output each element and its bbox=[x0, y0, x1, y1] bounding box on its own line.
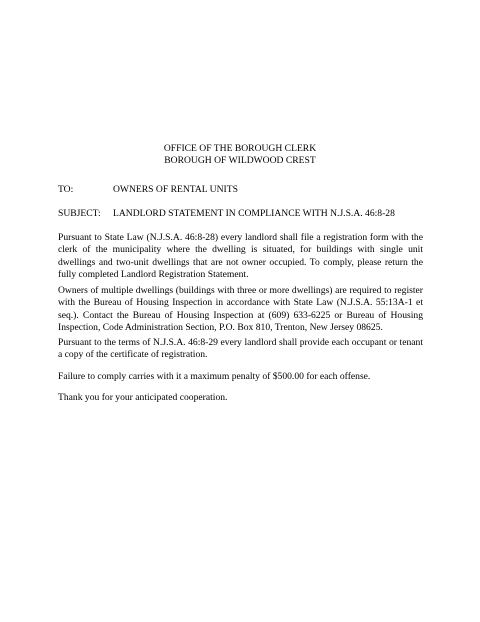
to-label: TO: bbox=[58, 184, 74, 195]
borough-title: BOROUGH OF WILDWOOD CREST bbox=[164, 155, 316, 166]
letterhead bbox=[0, 143, 480, 167]
paragraph-thanks: Thank you for your anticipated cooperation. bbox=[58, 392, 228, 403]
paragraph-multiple-dwellings: Owners of multiple dwellings (buildings with three or more dwellings) are required to register with the Bureau of Housing Inspection in accordance with State Law (N.J.S.A. 55:13A-1 et seq.). Contact the Bureau of Housing Inspection at (609) 633-6225 or Bureau of Housing Inspection, Code Administration Section, P.O. Box 810, Trenton, New Jersey 08625. bbox=[58, 285, 423, 334]
subject-label: SUBJECT: bbox=[58, 208, 101, 219]
subject-value: LANDLORD STATEMENT IN COMPLIANCE WITH N.J.S.A. 46:8-28 bbox=[113, 208, 395, 219]
to-value: OWNERS OF RENTAL UNITS bbox=[113, 184, 238, 195]
office-title: OFFICE OF THE BOROUGH CLERK bbox=[163, 143, 317, 154]
paragraph-state-law: Pursuant to State Law (N.J.S.A. 46:8-28) every landlord shall file a registration form with the clerk of the municipality where the dwelling is situated, for buildings with single unit dwellings and two-unit dwellings that are not owner occupied. To comply, please return the fully completed Landlord Registration Statement. bbox=[58, 232, 423, 281]
paragraph-penalty: Failure to comply carries with it a maximum penalty of $500.00 for each offense. bbox=[58, 371, 371, 382]
paragraph-certificate: Pursuant to the terms of N.J.S.A. 46:8-29 every landlord shall provide each occupant or tenant a copy of the certificate of registration. bbox=[58, 337, 423, 361]
